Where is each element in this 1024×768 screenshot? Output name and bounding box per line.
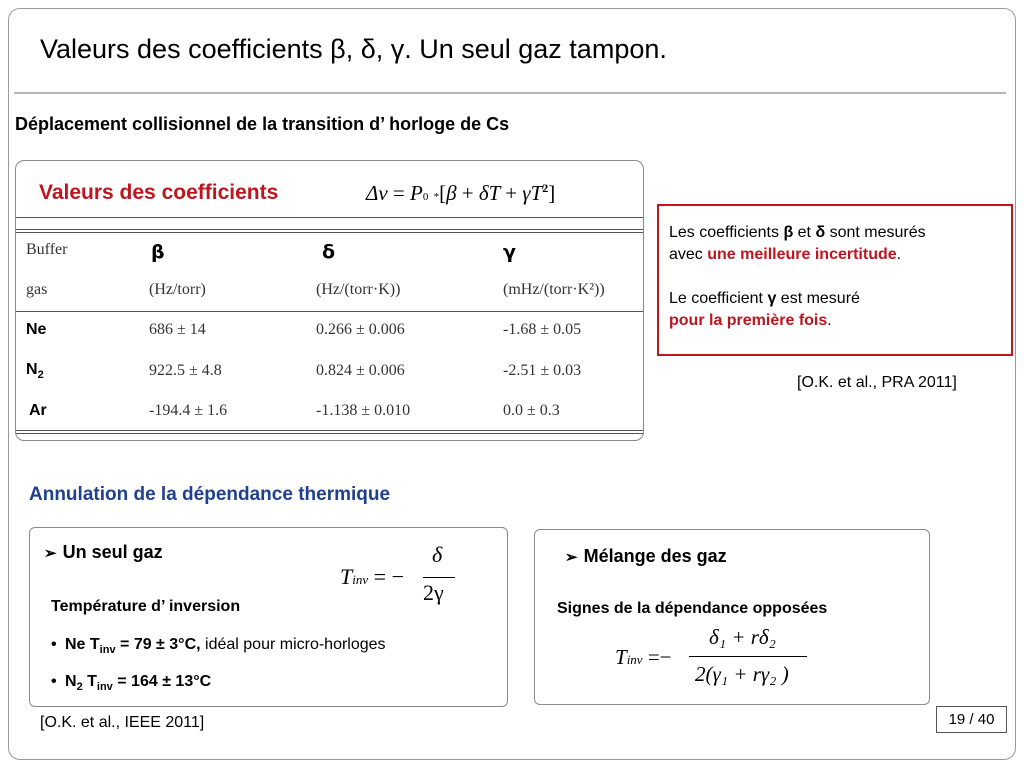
reference-ieee: [O.K. et al., IEEE 2011]	[40, 714, 205, 731]
table-cell-gamma: 0.0 ± 0.3	[503, 402, 560, 419]
section-heading: Déplacement collisionnel de la transition d’ horloge de Cs	[15, 114, 510, 134]
single-gas-label-text: Un seul gaz	[62, 542, 163, 562]
bullet-n2-sub: 2	[76, 681, 83, 694]
table-row-gas	[29, 402, 47, 422]
formula-p0: P	[410, 181, 423, 205]
title-divider	[14, 92, 1006, 94]
bullet-ne	[51, 636, 386, 656]
formula-exponent: 2	[542, 181, 549, 195]
table-cell-beta: 922.5 ± 4.8	[149, 362, 222, 379]
formula-t: T	[340, 564, 353, 589]
tinv-numerator: δ	[432, 542, 443, 567]
formula-gamma-t: γT	[522, 181, 543, 205]
fraction-bar	[423, 577, 455, 578]
arrow-bullet-icon: ➢	[565, 549, 578, 566]
bullet-dot: •	[51, 673, 57, 690]
mix-denominator: 2(γ₁ + rγ₂ )	[695, 662, 789, 686]
formula-t: T	[615, 645, 627, 669]
formula-inv: inv	[352, 572, 369, 587]
inversion-temperature-heading: Température d’ inversion	[51, 598, 241, 615]
table-bottom-rule	[16, 430, 643, 434]
table-header-rule	[16, 311, 643, 312]
shift-formula	[366, 181, 555, 206]
note-text: .	[896, 246, 902, 263]
formula-close-bracket: ]	[548, 181, 556, 205]
formula-equals: =	[373, 564, 387, 589]
gas-mixture-label-text: Mélange des gaz	[583, 546, 727, 566]
formula-delta-t: δT	[478, 181, 500, 205]
gas-subscript: 2	[37, 369, 44, 382]
fraction-bar	[689, 656, 807, 657]
formula-delta-nu: Δν	[366, 181, 388, 205]
arrow-bullet-icon: ➢	[44, 545, 57, 562]
formula-times: *	[433, 191, 440, 203]
bullet-n2-label: N	[65, 673, 77, 690]
formula-minus: −	[659, 645, 672, 669]
table-cell-beta: -194.4 ± 1.6	[149, 402, 228, 419]
table-row-gas	[26, 361, 44, 381]
gas-name: Ne	[26, 321, 47, 338]
slide-title: Valeurs des coefficients β, δ, γ. Un seul gaz tampon.	[40, 34, 667, 64]
bullet-n2-t: T	[82, 673, 97, 690]
table-header-beta: β	[151, 241, 165, 263]
mix-formula-lhs	[615, 645, 672, 670]
table-header-delta: δ	[322, 241, 336, 263]
note-text: Le coefficient	[669, 290, 768, 307]
note-spacer	[669, 266, 1001, 288]
bullet-ne-label: Ne T	[65, 636, 100, 653]
tinv-formula-lhs	[340, 564, 404, 590]
table-header-gamma: γ	[503, 241, 516, 263]
note-beta: β	[783, 224, 794, 241]
table-unit-gamma: (mHz/(torr·K²))	[503, 281, 605, 298]
table-cell-delta: 0.266 ± 0.006	[316, 321, 405, 338]
table-cell-gamma: -1.68 ± 0.05	[503, 321, 582, 338]
table-header-gas: gas	[26, 281, 48, 298]
bullet-dot: •	[51, 636, 57, 653]
bullet-n2-inv: inv	[96, 681, 113, 694]
single-gas-box	[29, 527, 508, 707]
table-header-buffer: Buffer	[26, 241, 68, 258]
bullet-n2	[51, 673, 211, 693]
table-unit-beta: (Hz/torr)	[149, 281, 206, 298]
note-text: et	[793, 224, 816, 241]
note-line-3	[669, 288, 1001, 310]
note-gamma: γ	[767, 290, 777, 307]
note-text: .	[827, 312, 832, 329]
bullet-ne-bold	[65, 636, 201, 657]
formula-inv: inv	[626, 652, 643, 667]
note-line-1	[669, 222, 1001, 244]
formula-open-bracket: [	[439, 181, 447, 205]
coefficients-panel	[15, 160, 644, 441]
tinv-denominator: 2γ	[423, 580, 444, 605]
bullet-n2-value: = 164 ± 13°C	[112, 673, 212, 690]
note-highlight: pour la première fois	[669, 312, 828, 329]
bullet-ne-value: = 79 ± 3°C,	[115, 636, 201, 653]
gas-name: N	[26, 361, 38, 378]
table-top-rule	[16, 229, 643, 233]
reference-pra: [O.K. et al., PRA 2011]	[797, 374, 957, 391]
formula-equals: =	[647, 645, 660, 669]
note-text: avec	[669, 246, 708, 263]
table-cell-beta: 686 ± 14	[149, 321, 206, 338]
table-unit-delta: (Hz/(torr·K))	[316, 281, 401, 298]
note-delta: δ	[815, 224, 826, 241]
bullet-n2-bold	[65, 673, 212, 694]
gas-name: Ar	[29, 402, 47, 419]
bullet-ne-sub: inv	[99, 644, 116, 657]
note-text: Les coefficients	[669, 224, 784, 241]
note-line-4	[669, 310, 1001, 332]
mix-numerator: δ₁ + rδ₂	[709, 625, 776, 649]
gas-mixture-box	[534, 529, 930, 705]
gas-mixture-label	[565, 546, 727, 567]
note-line-2	[669, 244, 1001, 266]
measurement-note	[657, 204, 1013, 356]
note-text: est mesuré	[776, 290, 860, 307]
table-cell-delta: 0.824 ± 0.006	[316, 362, 405, 379]
table-row-gas	[26, 321, 46, 341]
formula-plus-2: +	[505, 181, 518, 205]
formula-plus-1: +	[461, 181, 474, 205]
table-cell-gamma: -2.51 ± 0.03	[503, 362, 582, 379]
page-number: 19 / 40	[936, 706, 1007, 733]
bullet-ne-text: idéal pour micro-horloges	[200, 636, 386, 653]
table-cell-delta: -1.138 ± 0.010	[316, 402, 411, 419]
opposite-signs-heading: Signes de la dépendance opposées	[557, 600, 828, 617]
thermal-heading: Annulation de la dépendance thermique	[29, 484, 391, 505]
formula-minus: −	[391, 564, 404, 589]
panel-title-divider	[16, 217, 643, 218]
formula-beta: β	[446, 181, 457, 205]
single-gas-label	[44, 542, 163, 563]
formula-p0-sub: 0	[422, 191, 429, 203]
note-text: sont mesurés	[825, 224, 926, 241]
coefficients-panel-title: Valeurs des coefficients	[39, 181, 279, 204]
note-highlight: une meilleure incertitude	[707, 246, 897, 263]
formula-equals: =	[392, 181, 405, 205]
